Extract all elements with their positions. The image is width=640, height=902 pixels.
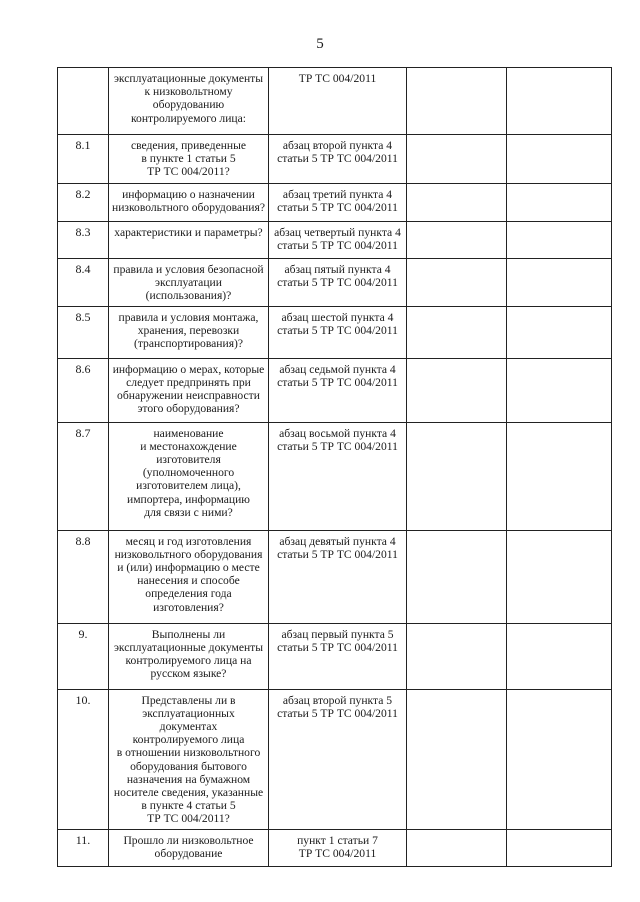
reference-cell: абзац седьмой пункта 4 статьи 5 ТР ТС 004/2011 (269, 358, 407, 422)
row-number: 8.5 (58, 306, 109, 358)
answer-cell (407, 184, 507, 222)
reference-cell: пункт 1 статьи 7 ТР ТС 004/2011 (269, 829, 407, 866)
question-cell: правила и условия безопасной эксплуатации (использования)? (109, 259, 269, 307)
row-number: 8.1 (58, 135, 109, 184)
reference-cell: абзац девятый пункта 4 статьи 5 ТР ТС 004/2011 (269, 530, 407, 623)
question-cell: сведения, приведенные в пункте 1 статьи 5 ТР ТС 004/2011? (109, 135, 269, 184)
question-cell: информацию о мерах, которые следует предпринять при обнаружении неисправности этого оборудования? (109, 358, 269, 422)
row-number (58, 68, 109, 135)
question-cell: эксплуатационные документы к низковольтному оборудованию контролируемого лица: (109, 68, 269, 135)
reference-cell: абзац первый пункта 5 статьи 5 ТР ТС 004/2011 (269, 623, 407, 689)
answer-cell (407, 623, 507, 689)
reference-cell: ТР ТС 004/2011 (269, 68, 407, 135)
table-row (58, 306, 612, 358)
table-row (58, 689, 612, 829)
reference-cell: абзац пятый пункта 4 статьи 5 ТР ТС 004/2011 (269, 259, 407, 307)
row-number: 8.8 (58, 530, 109, 623)
table-row (58, 358, 612, 422)
reference-cell: абзац второй пункта 5 статьи 5 ТР ТС 004/2011 (269, 689, 407, 829)
table-row (58, 623, 612, 689)
answer-cell (407, 422, 507, 530)
answer-cell (407, 135, 507, 184)
table-row (58, 829, 612, 866)
table-row (58, 184, 612, 222)
note-cell (507, 184, 612, 222)
table-row (58, 259, 612, 307)
row-number: 8.6 (58, 358, 109, 422)
checklist-table (57, 67, 612, 867)
note-cell (507, 530, 612, 623)
row-number: 9. (58, 623, 109, 689)
answer-cell (407, 530, 507, 623)
answer-cell (407, 306, 507, 358)
reference-cell: абзац третий пункта 4 статьи 5 ТР ТС 004/2011 (269, 184, 407, 222)
answer-cell (407, 259, 507, 307)
answer-cell (407, 829, 507, 866)
answer-cell (407, 689, 507, 829)
answer-cell (407, 68, 507, 135)
note-cell (507, 306, 612, 358)
row-number: 8.4 (58, 259, 109, 307)
note-cell (507, 222, 612, 259)
note-cell (507, 68, 612, 135)
question-cell: информацию о назначении низковольтного оборудования? (109, 184, 269, 222)
note-cell (507, 829, 612, 866)
question-cell: характеристики и параметры? (109, 222, 269, 259)
reference-cell: абзац восьмой пункта 4 статьи 5 ТР ТС 004/2011 (269, 422, 407, 530)
note-cell (507, 623, 612, 689)
question-cell: наименование и местонахождение изготовителя (уполномоченного изготовителем лица), импортера, информацию для связи с ними? (109, 422, 269, 530)
answer-cell (407, 222, 507, 259)
table-row (58, 422, 612, 530)
note-cell (507, 135, 612, 184)
reference-cell: абзац четвертый пункта 4 статьи 5 ТР ТС 004/2011 (269, 222, 407, 259)
question-cell: месяц и год изготовления низковольтного оборудования и (или) информацию о месте нанесения и способе определения года изготовления? (109, 530, 269, 623)
answer-cell (407, 358, 507, 422)
note-cell (507, 422, 612, 530)
row-number: 8.3 (58, 222, 109, 259)
row-number: 8.7 (58, 422, 109, 530)
row-number: 10. (58, 689, 109, 829)
row-number: 8.2 (58, 184, 109, 222)
row-number: 11. (58, 829, 109, 866)
table-row (58, 135, 612, 184)
question-cell: Прошло ли низковольтное оборудование (109, 829, 269, 866)
note-cell (507, 259, 612, 307)
page-number: 5 (316, 36, 324, 52)
note-cell (507, 689, 612, 829)
question-cell: Представлены ли в эксплуатационных документах контролируемого лица в отношении низковольтного оборудования бытового назначения на бумажном носителе сведения, указанные в пункте 4 статьи 5 ТР ТС 004/2011? (109, 689, 269, 829)
table-row (58, 68, 612, 135)
table-row (58, 222, 612, 259)
question-cell: Выполнены ли эксплуатационные документы контролируемого лица на русском языке? (109, 623, 269, 689)
reference-cell: абзац второй пункта 4 статьи 5 ТР ТС 004/2011 (269, 135, 407, 184)
table-row (58, 530, 612, 623)
reference-cell: абзац шестой пункта 4 статьи 5 ТР ТС 004/2011 (269, 306, 407, 358)
question-cell: правила и условия монтажа, хранения, перевозки (транспортирования)? (109, 306, 269, 358)
note-cell (507, 358, 612, 422)
